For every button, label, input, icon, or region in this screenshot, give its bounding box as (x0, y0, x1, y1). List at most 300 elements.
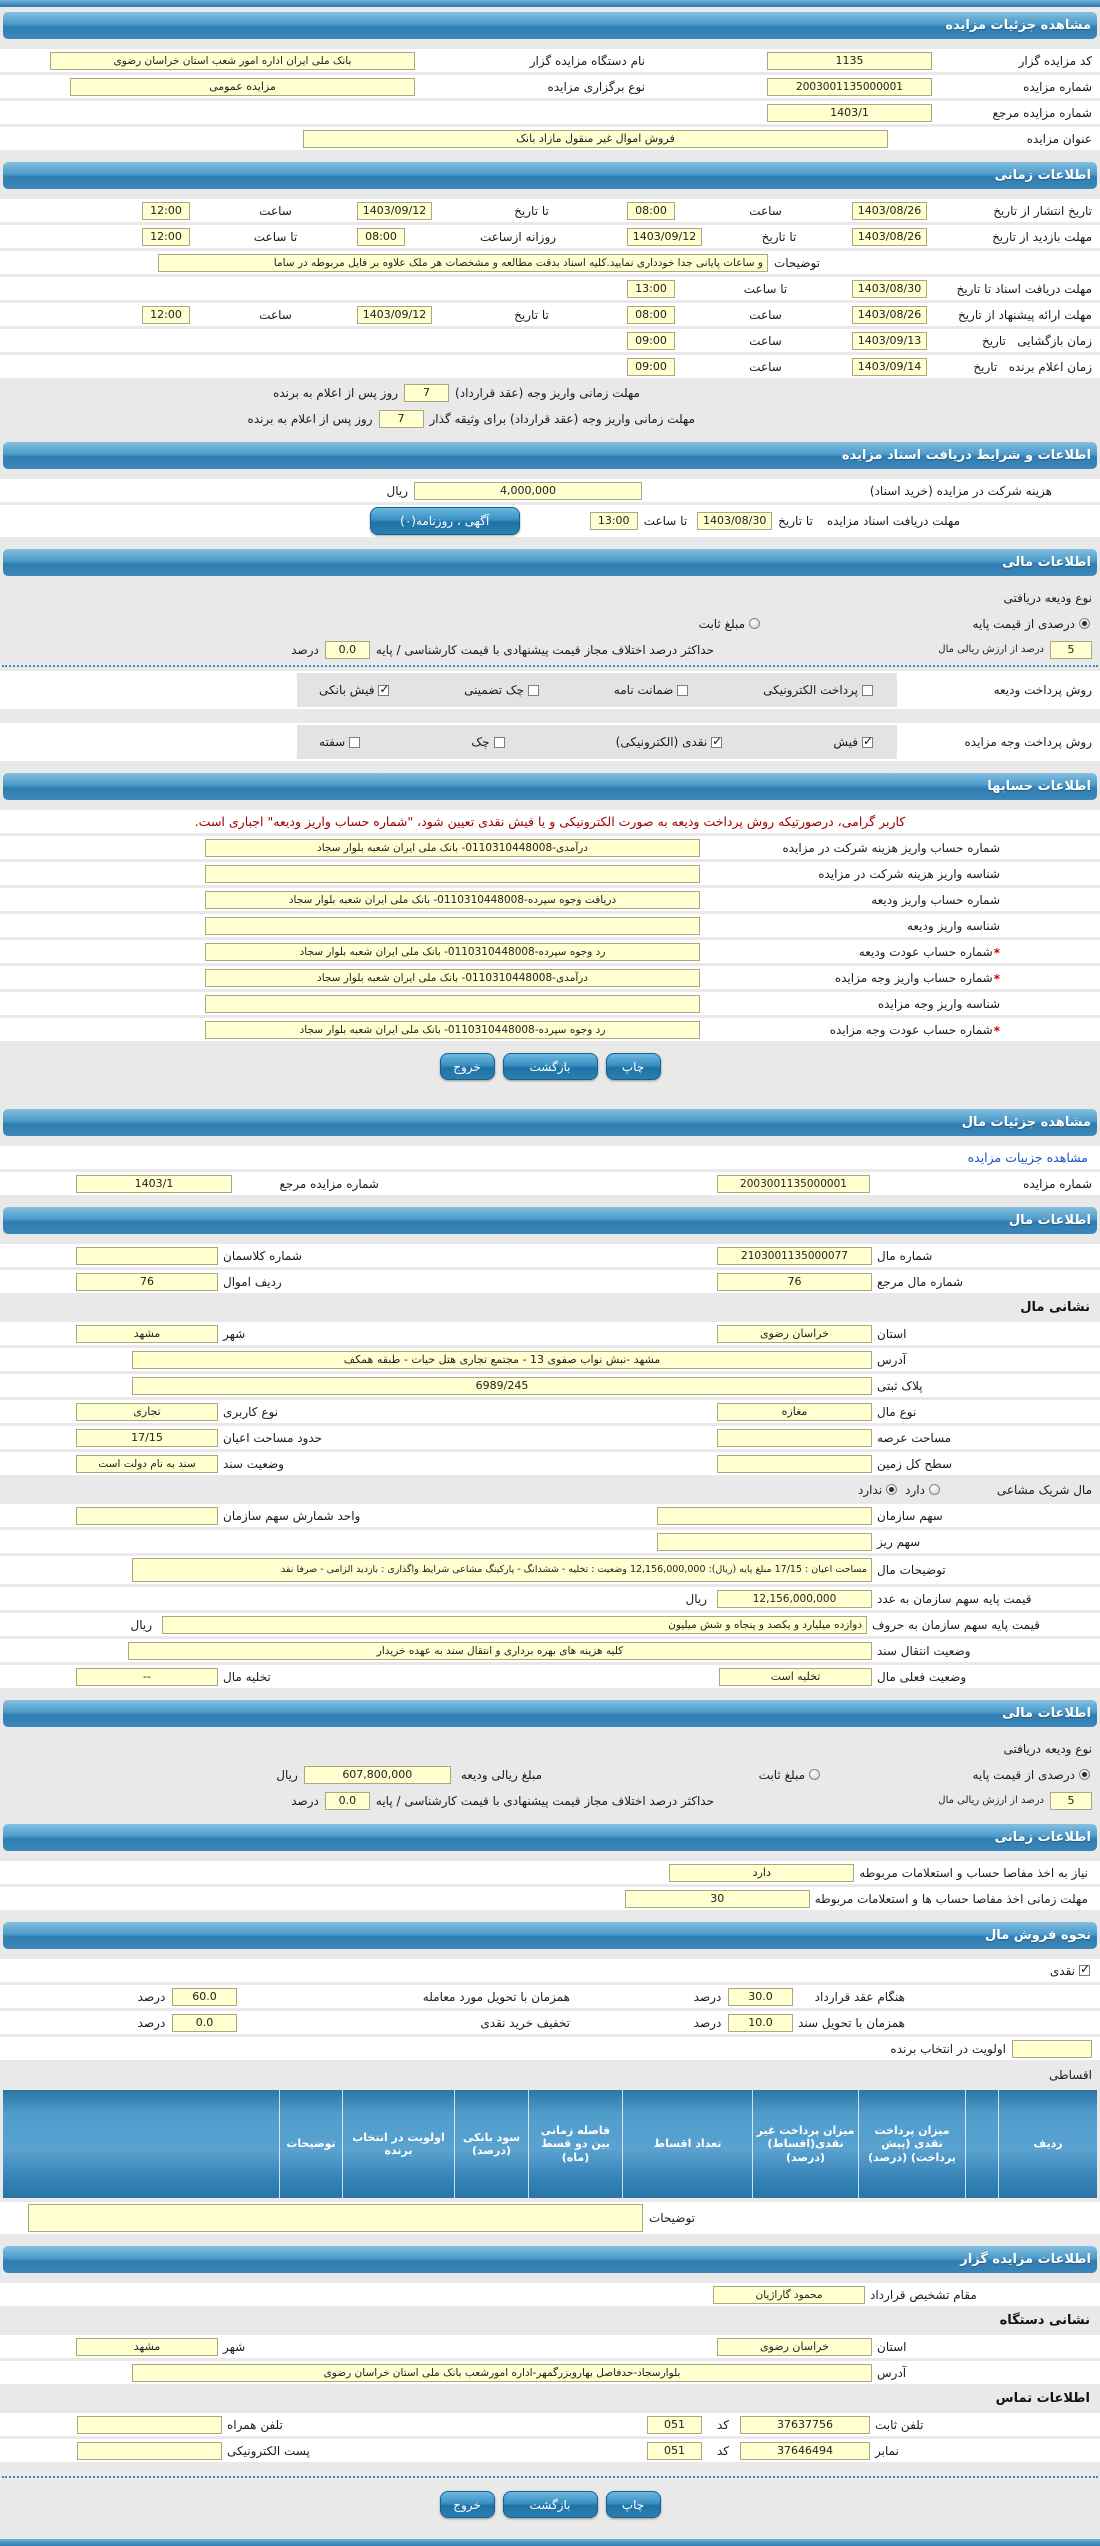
at-deed-field[interactable]: 10.0 (728, 2014, 793, 2032)
deposit-return-account-label: شماره حساب عودت ودیعه (858, 944, 993, 959)
deposit-method-options (297, 673, 897, 707)
radio-percent-of-base[interactable] (762, 617, 1092, 631)
section-header-doc-terms (3, 442, 1097, 469)
city-label: شهر (223, 1326, 246, 1341)
mobile-field[interactable] (77, 2416, 222, 2434)
publish-from-hour[interactable]: 08:00 (627, 202, 675, 220)
section-doc-terms (0, 474, 1100, 544)
clearance-needed-field[interactable]: دارد (669, 1864, 854, 1882)
percent-of-value-label: درصد از ارزش ریالی مال (938, 1795, 1044, 1806)
auction-number-field[interactable]: 2003001135000001 (717, 1175, 870, 1193)
at-deed-label: همزمان با تحویل سند (798, 2015, 905, 2030)
radio-label: دارد (905, 1482, 925, 1497)
checkbox-guarantee-letter[interactable] (614, 683, 691, 697)
payment-deadline-guarantor-days[interactable]: 7 (379, 410, 424, 428)
row-winner-announce (0, 355, 1100, 378)
rial-label: ریال (685, 1591, 707, 1606)
clearance-deadline-field[interactable]: 30 (625, 1890, 810, 1908)
row-base-price-number (0, 1587, 1100, 1610)
radio-off-icon (749, 618, 760, 629)
winner-priority-field[interactable] (1012, 2040, 1092, 2058)
radio-fixed-amount[interactable] (699, 617, 762, 631)
col-credit-payment: میزان پرداخت غیر نقدی(اقساط) (درصد) (752, 2090, 858, 2198)
row-sale-description (0, 2202, 1100, 2234)
row-base-price-words (0, 1613, 1100, 1636)
section-time2 (0, 1856, 1100, 1917)
radio-on-icon (1079, 1769, 1090, 1780)
dotted-divider (2, 2476, 1098, 2478)
section-header-sale-method (3, 1922, 1097, 1949)
row-shared-ownership (0, 1478, 1100, 1501)
auction-pay-account-field[interactable]: درآمدی-0110310448008- بانک ملی ایران شعبه بلوار سجاد (205, 969, 700, 987)
land-area-field[interactable] (717, 1429, 872, 1447)
cell (142, 202, 357, 220)
publish-to-hour[interactable]: 12:00 (142, 202, 190, 220)
property-description-field[interactable]: مساحت اعیان : 17/15 مبلغ پایه (ریال): 12,156,000,000 وضعیت : تخلیه - ششدانگ - پارکینگ مشاعی شرایط واگذاری : بازدید الزامی - صرفا نقد (132, 1558, 872, 1582)
section-header-property-details (3, 1109, 1097, 1136)
section-title: اطلاعات حسابها (987, 779, 1091, 794)
opening-date-label: زمان بازگشایی تاریخ (981, 333, 1092, 348)
auction-ref-field[interactable]: 1403/1 (767, 104, 932, 122)
max-diff-field[interactable]: 0.0 (325, 1792, 370, 1810)
clearance-needed-label: نیاز به اخذ مفاصا حساب و استعلامات مربوطه (859, 1865, 1088, 1880)
offer-from-hour[interactable]: 08:00 (627, 306, 675, 324)
time-description-field[interactable]: و ساعات پایانی جدا خودداری نمایید.کلیه اسناد بدقت مطالعه و مشخصات هر ملک علاوه بر فایل مربوطه در ساما (158, 254, 768, 272)
org-address-label: آدرس (877, 2365, 907, 2380)
percent-label: درصد (291, 642, 319, 657)
registration-plate-field[interactable]: 6989/245 (132, 1377, 872, 1395)
land-area-label: مساحت عرصه (877, 1430, 952, 1445)
col-bank-interest: سود بانکی (درصد) (454, 2090, 528, 2198)
doc-receive-date[interactable]: 1403/08/30 (852, 280, 927, 298)
visit-to-date[interactable]: 1403/09/12 (627, 228, 702, 246)
cell (627, 358, 852, 376)
radio-label: مبلغ ثابت (698, 616, 745, 631)
to-hour-label: تا ساعت (643, 514, 688, 528)
cell (852, 306, 1092, 324)
at-delivery-label: همزمان با تحویل مورد معامله (422, 1989, 570, 2004)
province-field[interactable]: خراسان رضوی (717, 2338, 872, 2356)
auction-number-label: شماره مزایده (1023, 79, 1092, 94)
checkbox-label: نقدی (1049, 1963, 1075, 1978)
percent-of-value-label: درصد از ارزش ریالی مال (938, 644, 1044, 655)
section-title: مشاهده جزئیات مزایده (945, 18, 1091, 33)
row-deposit-percent2 (0, 1789, 1100, 1812)
checkbox-label: پرداخت الکترونیکی (763, 683, 858, 697)
row-deposit-method (0, 671, 1100, 709)
deposit-amount-field[interactable]: 607,800,000 (304, 1766, 451, 1784)
row-auction-pay-account (0, 966, 1100, 989)
row-offer-deadline (0, 303, 1100, 326)
phone-field[interactable]: 37637756 (740, 2416, 870, 2434)
label-cell (700, 919, 1000, 933)
asset-row-label: ردیف اموال (223, 1274, 282, 1289)
winner-priority-label: اولویت در انتخاب برنده (890, 2041, 1006, 2056)
row-org-share (0, 1504, 1100, 1527)
hour-label: ساعت (749, 203, 782, 218)
cell (627, 332, 852, 350)
cash-discount-field[interactable]: 0.0 (172, 2014, 237, 2032)
percent-label: درصد (693, 2015, 722, 2030)
current-status-field[interactable]: تخلیه است (719, 1668, 872, 1686)
phone-code-field[interactable]: 051 (647, 2416, 702, 2434)
radio-label: ندارد (858, 1482, 883, 1497)
radio-label: درصدی از قیمت پایه (972, 1767, 1075, 1782)
total-land-label: سطح کل زمین (877, 1456, 953, 1471)
email-field[interactable] (77, 2442, 222, 2460)
max-diff-label: حداکثر درصد اختلاف مجاز قیمت پیشنهادی با قیمت کارشناسی / پایه (375, 1793, 714, 1808)
org-address-field[interactable]: بلوارسجاد-حدفاصل بهاروبزرگمهر-اداره امورشعب بانک ملی استان خراسان رضوی (132, 2364, 872, 2382)
daily-from-hour-label: روزانه ازساعت (479, 229, 557, 244)
checkbox-cash-electronic[interactable] (616, 735, 725, 749)
share-detail-field[interactable] (657, 1533, 872, 1551)
org-share-field[interactable] (657, 1507, 872, 1525)
checkbox-label: فیش بانکی (319, 683, 375, 697)
row-deposit-type2-options (0, 1763, 1100, 1786)
row-land-deed (0, 1452, 1100, 1475)
checkbox-checked-icon (862, 737, 873, 748)
fee-account-label: شماره حساب واریز هزینه شرکت در مزایده (782, 840, 1000, 855)
section-header-accounts (3, 773, 1097, 800)
deed-status-field[interactable]: سند به نام دولت است (76, 1455, 218, 1473)
payment-method-options (297, 725, 897, 759)
rial-label: ریال (276, 1767, 298, 1782)
province-label: استان (877, 2339, 907, 2354)
fax-label: نمابر (875, 2443, 899, 2458)
required-star (993, 942, 1000, 961)
dotted-divider (2, 665, 1098, 667)
cash-discount-label: تخفیف خرید نقدی (480, 2015, 570, 2030)
deposit-return-account-field[interactable]: رد وجوه سپرده-0110310448008- بانک ملی ایران شعبه بلوار سجاد (205, 943, 700, 961)
checkbox-checked-icon (378, 685, 389, 696)
hour-label: ساعت (259, 307, 292, 322)
newspaper-ad-button[interactable]: آگهی ، روزنامه(۰) (370, 507, 520, 535)
section-auction-details (0, 44, 1100, 157)
row-org-province-city (0, 2335, 1100, 2358)
row-registration-plate (0, 1374, 1100, 1397)
auction-type-field[interactable]: مزایده عمومی (70, 78, 415, 96)
property-ref-label: شماره مال مرجع (877, 1274, 964, 1289)
to-date-label: تا تاریخ (514, 203, 549, 218)
col-cash-payment: میزان پرداخت نقدی (پیش پرداخت) (درصد) (858, 2090, 965, 2198)
col-installment-interval: فاصله زمانی بین دو قسط (ماه) (528, 2090, 622, 2198)
row-current-status (0, 1665, 1100, 1688)
payment-deadline-label: مهلت زمانی واریز وجه (عقد قرارداد) (455, 385, 640, 400)
opening-date[interactable]: 1403/09/13 (852, 332, 927, 350)
checkbox-cheque[interactable] (471, 735, 506, 749)
property-type-label: نوع مال (877, 1404, 917, 1419)
contract-authority-field[interactable]: محمود گاراژیان (713, 2286, 865, 2304)
auctioneer-org-field[interactable]: بانک ملی ایران اداره امور شعب استان خراسان رضوی (50, 52, 415, 70)
property-number-label: شماره مال (877, 1248, 933, 1263)
area-code-label: کد (716, 2443, 729, 2458)
building-area-field[interactable]: 17/15 (76, 1429, 218, 1447)
row-opening-time (0, 329, 1100, 352)
payment-deadline-guarantor-label: مهلت زمانی واریز وجه (عقد قرارداد) برای وثیقه گذار (429, 411, 695, 426)
radio-on-icon (1079, 618, 1090, 629)
section-header-property-info (3, 1207, 1097, 1234)
section-property-details (0, 1141, 1100, 1202)
exit-button[interactable]: خروج (440, 1053, 495, 1080)
province-label: استان (877, 1326, 907, 1341)
row-org-address (0, 2361, 1100, 2384)
section-title: اطلاعات و شرایط دریافت اسناد مزایده (841, 448, 1091, 463)
auction-title-label: عنوان مزایده (1026, 131, 1092, 146)
cell (627, 306, 852, 324)
auction-title-field[interactable]: فروش اموال غیر منقول مازاد بانک (303, 130, 888, 148)
cell (852, 280, 1092, 298)
cell (357, 202, 627, 220)
province-field[interactable]: خراسان رضوی (717, 1325, 872, 1343)
auction-pay-id-label: شناسه واریز وجه مزایده (877, 996, 1000, 1011)
offer-to-hour[interactable]: 12:00 (142, 306, 190, 324)
deed-transfer-field[interactable]: کلیه هزینه های بهره برداری و انتقال سند به عهده خریدار (128, 1642, 872, 1660)
property-type-field[interactable]: مغازه (717, 1403, 872, 1421)
property-ref-field[interactable]: 76 (717, 1273, 872, 1291)
checkbox-icon (349, 737, 360, 748)
radio-off-icon (809, 1769, 820, 1780)
winner-date[interactable]: 1403/09/14 (852, 358, 927, 376)
row-auction-numbers (0, 1172, 1100, 1195)
row-installment-label (0, 2063, 1100, 2086)
row-province-city (0, 1322, 1100, 1345)
publish-from-label: تاریخ انتشار از تاریخ (993, 203, 1092, 218)
label-cell (700, 1020, 1000, 1039)
row-deed-percents (0, 2011, 1100, 2034)
row-property-number (0, 1244, 1100, 1267)
property-number-field[interactable]: 2103001135000077 (717, 1247, 872, 1265)
action-buttons-bottom (0, 2482, 1100, 2529)
visit-to-hour[interactable]: 12:00 (142, 228, 190, 246)
row-area (0, 1426, 1100, 1449)
vacating-field[interactable]: -- (76, 1668, 218, 1686)
checkbox-secured-cheque[interactable] (464, 683, 541, 697)
checkbox-promissory-note[interactable] (319, 735, 362, 749)
fax-field[interactable]: 37646494 (740, 2442, 870, 2460)
deposit-percent-field[interactable]: 5 (1050, 641, 1092, 659)
radio-fixed-amount[interactable] (542, 1768, 822, 1782)
max-diff-field[interactable]: 0.0 (325, 641, 370, 659)
checkbox-cash-sale[interactable] (1050, 1964, 1092, 1978)
visit-from-date[interactable]: 1403/08/26 (852, 228, 927, 246)
base-price-words-field[interactable]: دوازده میلیارد و یکصد و پنجاه و شش میلیون (162, 1616, 867, 1634)
section-title: اطلاعات مالی (1002, 1706, 1091, 1721)
row-auction-pay-id (0, 992, 1100, 1015)
classification-field[interactable] (76, 1247, 218, 1265)
section-property-info (0, 1239, 1100, 1695)
auction-details-link[interactable]: مشاهده جزییات مزایده (967, 1150, 1088, 1165)
auction-pay-account-label: شماره حساب واریز وجه مزایده (834, 970, 993, 985)
auction-number-label: شماره مزایده (1023, 1176, 1092, 1191)
radio-on-icon (886, 1484, 897, 1495)
opening-hour[interactable]: 09:00 (627, 332, 675, 350)
cell (627, 280, 852, 298)
participation-fee-label: هزینه شرکت در مزایده (خرید اسناد) (869, 483, 1052, 498)
doc-deadline-date[interactable]: 1403/08/30 (697, 512, 772, 530)
row-deposit-percent (0, 638, 1100, 661)
hour-label: ساعت (749, 333, 782, 348)
checkbox-label: فیش (833, 735, 858, 749)
deposit-percent-field[interactable]: 5 (1050, 1792, 1092, 1810)
base-price-words-label: قیمت پایه سهم سازمان به حروف (872, 1617, 1040, 1632)
radio-has[interactable] (905, 1483, 942, 1497)
winner-hour[interactable]: 09:00 (627, 358, 675, 376)
section-financial (0, 581, 1100, 768)
base-price-number-label: قیمت پایه سهم سازمان به عدد (877, 1591, 1032, 1606)
org-share-label: سهم سازمان (877, 1508, 943, 1523)
bottom-edge (0, 2539, 1100, 2546)
cell (357, 306, 627, 324)
exit-button[interactable]: خروج (440, 2491, 495, 2518)
col-winner-priority: اولویت در انتخاب برنده (342, 2090, 454, 2198)
auction-return-account-field[interactable]: رد وجوه سپرده-0110310448008- بانک ملی ایران شعبه بلوار سجاد (205, 1021, 700, 1039)
at-contract-field[interactable]: 30.0 (728, 1988, 793, 2006)
asset-row-field[interactable]: 76 (76, 1273, 218, 1291)
deed-transfer-label: وضعیت انتقال سند (877, 1643, 971, 1658)
section-title: اطلاعات مالی (1002, 555, 1091, 570)
checkbox-electronic-payment[interactable] (763, 683, 875, 697)
deed-status-label: وضعیت سند (223, 1456, 284, 1471)
doc-deadline-hour[interactable]: 13:00 (590, 512, 638, 530)
offer-to-date[interactable]: 1403/09/12 (357, 306, 432, 324)
deposit-id-label: شناسه واریز ودیعه (906, 918, 1000, 933)
row-auction-title (0, 127, 1100, 150)
row-deposit-account (0, 888, 1100, 911)
offer-from-date[interactable]: 1403/08/26 (852, 306, 927, 324)
percent-label: درصد (137, 1989, 166, 2004)
print-button[interactable]: چاپ (606, 1053, 661, 1080)
deposit-type-label: نوع ودیعه دریافتی (1003, 1741, 1092, 1756)
address-field[interactable]: مشهد -نبش نواب صفوی 13 - مجتمع تجاری هتل حیات - طبقه همکف (132, 1351, 872, 1369)
back-button[interactable]: بازگشت (503, 2491, 598, 2518)
at-delivery-field[interactable]: 60.0 (172, 1988, 237, 2006)
installment-label: اقساطی (1049, 2067, 1092, 2082)
radio-has-not[interactable] (858, 1483, 899, 1497)
auction-number-field[interactable]: 2003001135000001 (767, 78, 932, 96)
payment-deadline-days[interactable]: 7 (404, 384, 449, 402)
city-field[interactable]: مشهد (76, 2338, 218, 2356)
base-price-number-field[interactable]: 12,156,000,000 (717, 1590, 872, 1608)
to-hour-label: تا ساعت (253, 229, 298, 244)
radio-off-icon (929, 1484, 940, 1495)
checkbox-slip[interactable] (833, 735, 875, 749)
section-title: نحوه فروش مال (985, 1928, 1091, 1943)
deposit-account-field[interactable]: دریافت وجوه سپرده-0110310448008- بانک ملی ایران شعبه بلوار سجاد (205, 891, 700, 909)
vacating-label: تخلیه مال (223, 1669, 271, 1684)
org-address-heading: نشانی دستگاه (999, 2313, 1090, 2328)
label-cell (700, 942, 1000, 961)
city-field[interactable]: مشهد (76, 1325, 218, 1343)
row-auctioneer (0, 49, 1100, 72)
fax-code-field[interactable]: 051 (647, 2442, 702, 2460)
section-header-time-info (3, 162, 1097, 189)
doc-receive-label: مهلت دریافت اسناد تا تاریخ (956, 281, 1092, 296)
row-address (0, 1348, 1100, 1371)
row-deposit-type-options (0, 612, 1100, 635)
row-cash-option (0, 1959, 1100, 1982)
shared-ownership-label: مال شریک مشاعی (996, 1482, 1092, 1497)
row-clearance-needed (0, 1861, 1100, 1884)
share-unit-field[interactable] (76, 1507, 218, 1525)
cell (627, 202, 852, 220)
cell (142, 228, 357, 246)
clearance-deadline-label: مهلت زمانی اخذ مفاصا حساب ها و استعلامات مربوطه (814, 1891, 1088, 1906)
section-time-info (0, 194, 1100, 437)
col-row-number: ردیف (998, 2090, 1097, 2198)
sale-description-field[interactable] (28, 2204, 643, 2232)
row-fee-account (0, 836, 1100, 859)
usage-type-field[interactable]: تجاری (76, 1403, 218, 1421)
to-date-label: تا تاریخ (761, 229, 797, 244)
row-contract-authority (0, 2283, 1100, 2306)
label-cell (700, 968, 1000, 987)
radio-percent-of-base[interactable] (822, 1768, 1092, 1782)
publish-to-date[interactable]: 1403/09/12 (357, 202, 432, 220)
contact-info-heading: اطلاعات تماس (995, 2391, 1090, 2406)
publish-from-date[interactable]: 1403/08/26 (852, 202, 927, 220)
address-label: آدرس (877, 1352, 907, 1367)
row-auction-ref (0, 101, 1100, 124)
row-property-description (0, 1556, 1100, 1584)
section-auctioneer-info (0, 2278, 1100, 2533)
fee-account-field[interactable]: درآمدی-0110310448008- بانک ملی ایران شعبه بلوار سجاد (205, 839, 700, 857)
to-date-label: تا تاریخ (778, 514, 813, 528)
section-title: مشاهده جزئیات مال (961, 1115, 1091, 1130)
row-property-type (0, 1400, 1100, 1423)
checkbox-bank-slip[interactable] (319, 683, 391, 697)
deposit-id-field[interactable] (205, 917, 700, 935)
auction-ref-field[interactable]: 1403/1 (76, 1175, 232, 1193)
row-doc-deadline (0, 505, 1100, 537)
doc-receive-hour[interactable]: 13:00 (627, 280, 675, 298)
payment-method-label: روش پرداخت وجه مزایده (964, 735, 1092, 749)
hour-label: ساعت (749, 307, 782, 322)
row-clearance-deadline (0, 1887, 1100, 1910)
cell (142, 306, 357, 324)
checkbox-checked-icon (1079, 1965, 1090, 1976)
auctioneer-code-field[interactable]: 1135 (767, 52, 932, 70)
checkbox-icon (677, 685, 688, 696)
auction-pay-id-field[interactable] (205, 995, 700, 1013)
rial-label: ریال (130, 1617, 152, 1632)
back-button[interactable]: بازگشت (503, 1053, 598, 1080)
checkbox-label: چک تضمینی (464, 683, 525, 697)
deposit-amount-label: مبلغ ریالی ودیعه (460, 1767, 542, 1782)
visit-from-hour[interactable]: 08:00 (357, 228, 405, 246)
participation-fee-field[interactable]: 4,000,000 (414, 482, 642, 500)
total-land-field[interactable] (717, 1455, 872, 1473)
section-financial2 (0, 1732, 1100, 1819)
checkbox-icon (528, 685, 539, 696)
checkbox-checked-icon (711, 737, 722, 748)
print-button[interactable]: چاپ (606, 2491, 661, 2518)
col-filler (3, 2090, 279, 2198)
deposit-method-label: روش پرداخت ودیعه (993, 683, 1092, 697)
row-deposit-type (0, 586, 1100, 609)
row-fee-id (0, 862, 1100, 885)
fee-id-field[interactable] (205, 865, 700, 883)
share-unit-label: واحد شمارش سهم سازمان (223, 1508, 361, 1523)
section-title: اطلاعات مزایده گزار (960, 2252, 1091, 2267)
row-publish-date (0, 199, 1100, 222)
row-auction-details-link (0, 1146, 1100, 1169)
row-auction-number (0, 75, 1100, 98)
to-hour-label: تا ساعت (743, 281, 788, 296)
section-header-financial2 (3, 1700, 1097, 1727)
classification-label: شماره کلاسمان (223, 1248, 302, 1263)
email-label: پست الکترونیکی (227, 2443, 310, 2458)
cell (852, 228, 1092, 246)
